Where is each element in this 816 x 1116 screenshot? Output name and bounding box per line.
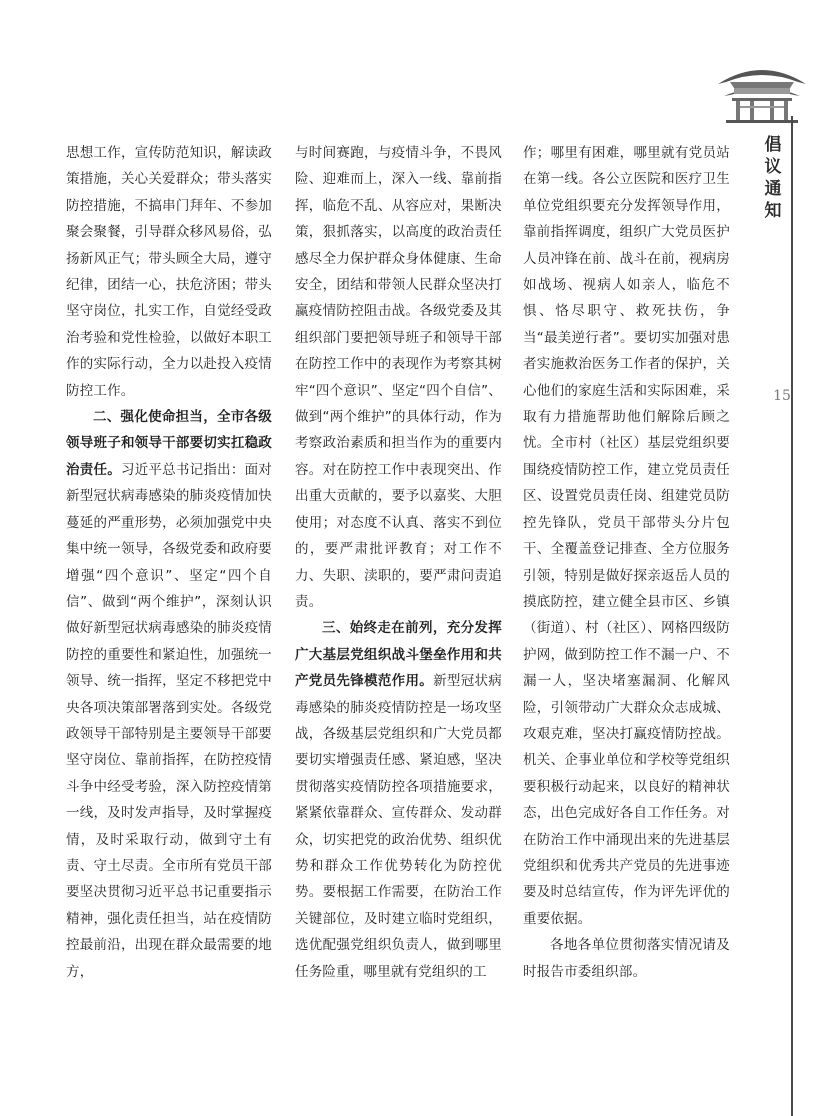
- paragraph-text: 习近平总书记指出：面对新型冠状病毒感染的肺炎疫情加快蔓延的严重形势，必须加强党中央集中统一领导，各级党委和政府要增强“四个意识”、坚定“四个自信”、做到“两个维护”，深刻认识做好新型冠状病毒感染的肺炎疫情防控的重要性和紧迫性，加强统一领导、统一指挥，坚定不移把党中央各项决策部署落到实处。各级党政领导干部特别是主要领导干部要坚守岗位、靠前指挥，在防控疫情斗争中经受考验，深入防控疫情第一线，及时发声指导，及时掌握疫情，及时采取行动，做到守土有责、守土尽责。全市所有党员干部要坚决贯彻习近平总书记重要指示精神，强化责任担当，站在疫情防控最前沿，出现在群众最需要的地方，: [66, 461, 272, 980]
- paragraph: [523, 140, 730, 932]
- section-label: [762, 134, 784, 222]
- paragraph-text: 作；哪里有困难，哪里就有党员站在第一线。各公立医院和医疗卫生单位党组织要充分发挥领导作用，靠前指挥调度，组织广大党员医护人员冲锋在前、战斗在前，视病房如战场、视病人如亲人，临危不惧、恪尽职守、救死扶伤，争当“最美逆行者”。要切实加强对患者实施救治医务工作者的保护，关心他们的家庭生活和实际困难，采取有力措施帮助他们解除后顾之忧。全市村（社区）基层党组织要围绕疫情防控工作，建立党员责任区、设置党员责任岗、组建党员防控先锋队，党员干部带头分片包干、全覆盖登记排查、全方位服务引领，特别是做好探亲返岳人员的摸底防控，建立健全县市区、乡镇（街道）、村（社区）、网格四级防护网，做到防控工作不漏一户、不漏一人，坚决堵塞漏洞、化解风险，引领带动广大群众众志成城、攻艰克难，坚决打赢疫情防控战。机关、企事业单位和学校等党组织要积极行动起来，以良好的精神状态，出色完成好各自工作任务。对在防治工作中涌现出来的先进基层党组织和优秀共产党员的先进事迹要及时总结宣传，作为评先评优的重要依据。: [523, 145, 730, 927]
- section-label-char: 议: [764, 157, 782, 177]
- paragraph-text: 思想工作，宣传防范知识，解读政策措施，关心关爱群众；带头落实防控措施，不搞串门拜年、不参加聚会聚餐，引导群众移风易俗，弘扬新风正气；带头顾全大局，遵守纪律，团结一心，扶危济困；带头坚守岗位，扎实工作，自觉经受政治考验和党性检验，以做好本职工作的实际行动，全力以赴投入疫情防控工作。: [66, 145, 272, 399]
- section-label-char: 知: [764, 201, 782, 221]
- closing-paragraph: [523, 932, 730, 985]
- text-column-right: [523, 140, 730, 1060]
- text-column-middle: [295, 140, 502, 1060]
- pavilion-icon: [716, 62, 808, 124]
- paragraph-text: 与时间赛跑，与疫情斗争，不畏风险、迎难而上，深入一线、靠前指挥，临危不乱、从容应对，果断决策，狠抓落实，以高度的政治责任感尽全力保护群众身体健康、生命安全，团结和带领人民群众坚决打赢疫情防控阻击战。各级党委及其组织部门要把领导班子和领导干部在防控工作中的表现作为考察其树牢“四个意识”、坚定“四个自信”、做到“两个维护”的具体行动，作为考察政治素质和担当作为的重要内容。对在防控工作中表现突出、作出重大贡献的，要予以嘉奖、大胆使用；对态度不认真、落实不到位的，要严肃批评教育；对工作不力、失职、渎职的，要严肃问责追责。: [295, 145, 502, 610]
- sidebar-divider: [791, 116, 793, 1116]
- paragraph: [295, 615, 502, 985]
- text-column-left: [66, 140, 272, 1060]
- paragraph-text: 新型冠状病毒感染的肺炎疫情防控是一场攻坚战，各级基层党组织和广大党员都要切实增强责任感、紧迫感，坚决贯彻落实疫情防控各项措施要求，紧紧依靠群众、宣传群众、发动群众，切实把党的政治优势、组织优势和群众工作优势转化为防控优势。要根据工作需要，在防治工作关键部位，及时建立临时党组织，选优配强党组织负责人，做到哪里任务险重，哪里就有党组织的工: [295, 673, 503, 980]
- section-label-char: 倡: [764, 135, 782, 155]
- paragraph: [66, 404, 272, 985]
- paragraph: [295, 140, 502, 615]
- page-number: 15: [773, 388, 791, 404]
- section-heading: 三、始终走在前列，充分发挥广大基层党组织战斗堡垒作用和共产党员先锋模范作用。: [295, 620, 502, 690]
- section-label-char: 通: [764, 179, 782, 199]
- section-heading: 二、强化使命担当，全市各级领导班子和领导干部要切实扛稳政治责任。: [66, 409, 272, 478]
- paragraph: [66, 140, 272, 404]
- paragraph-text: 各地各单位贯彻落实情况请及时报告市委组织部。: [523, 937, 730, 980]
